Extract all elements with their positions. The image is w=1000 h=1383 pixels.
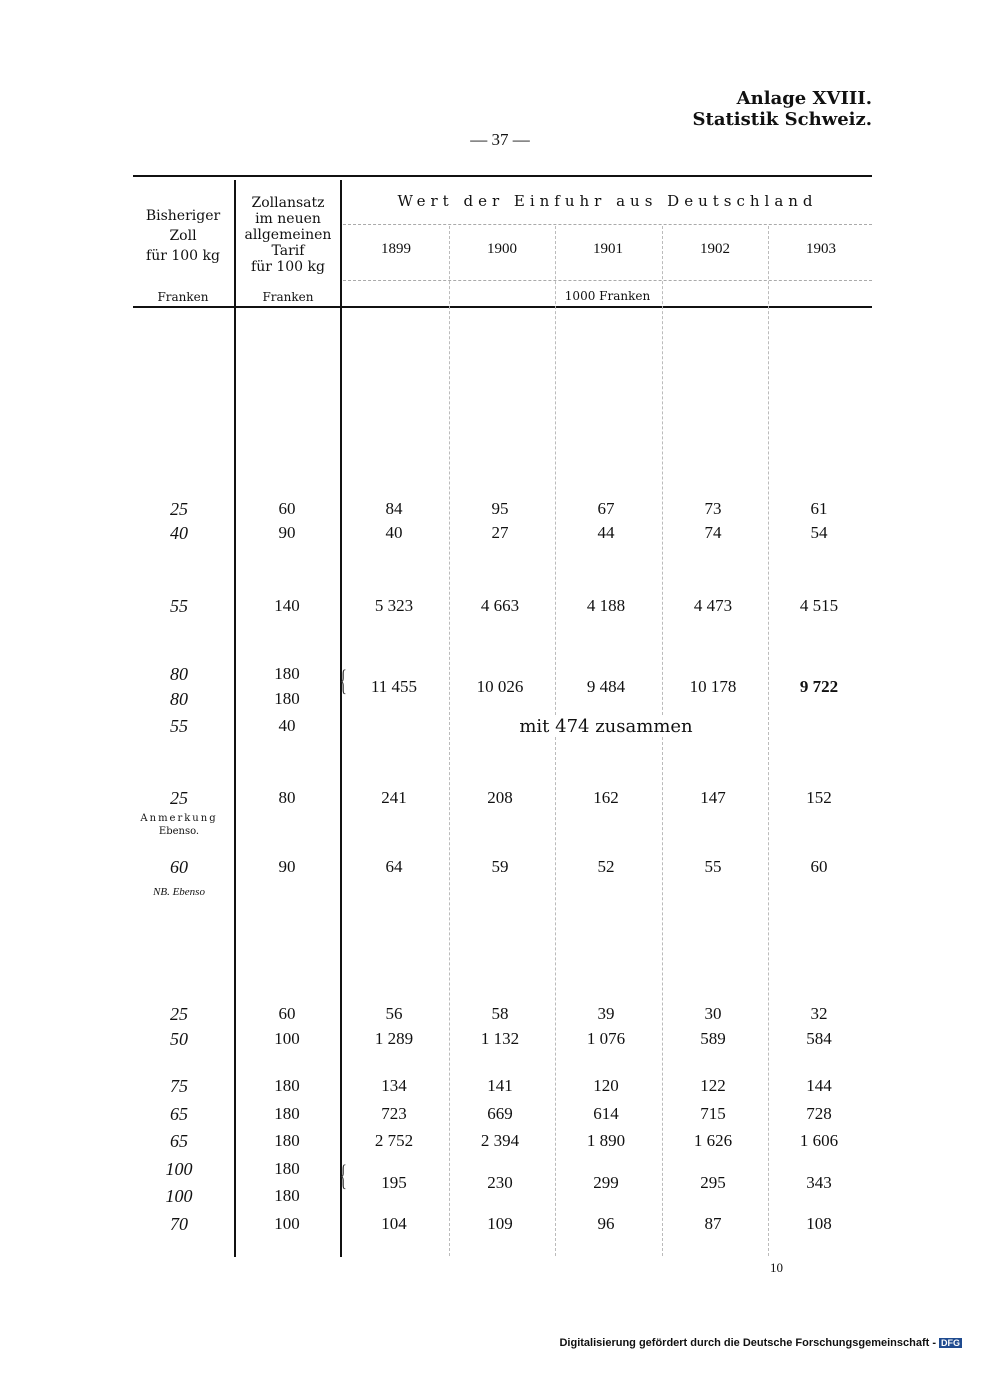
new-duty-cell: 180	[274, 1159, 300, 1178]
footer-text: Digitalisierung gefördert durch die Deutsche Forschungsgemeinschaft -	[559, 1337, 936, 1349]
old-duty-cell: 65	[170, 1131, 188, 1151]
value-cell: 669	[487, 1104, 513, 1123]
value-cell: 1 890	[586, 1131, 626, 1150]
header-import-value: Wert der Einfuhr aus Deutschland	[397, 192, 818, 210]
old-duty-cell: 70	[170, 1214, 188, 1234]
year-header: 1902	[700, 241, 730, 257]
dfg-logo: DFG	[941, 1338, 960, 1348]
value-cell: 27	[491, 523, 509, 542]
old-duty-cell: 40	[170, 523, 188, 543]
table-header-rule	[133, 306, 872, 308]
new-duty-cell: 60	[278, 1004, 296, 1023]
value-cell: 4 473	[693, 596, 733, 615]
value-cell: 728	[806, 1104, 832, 1123]
value-cell: 614	[593, 1104, 619, 1123]
value-cell: 152	[806, 788, 832, 807]
column-divider-2	[340, 180, 342, 1257]
combined-value-cell: 299	[593, 1173, 619, 1192]
old-duty-cell: 55	[170, 596, 188, 616]
old-duty-cell: 100	[165, 1186, 193, 1206]
unit-old-duty: Franken	[157, 290, 209, 304]
old-duty-cell: 60	[170, 857, 188, 877]
old-duty-cell: 25	[170, 499, 188, 519]
value-cell: 1 132	[480, 1029, 520, 1048]
value-cell: 589	[700, 1029, 726, 1048]
value-cell: 61	[810, 499, 828, 518]
annex-title: Anlage XVIII.	[736, 88, 872, 109]
column-divider-1	[234, 180, 236, 1257]
combined-value-cell: 10 178	[689, 677, 737, 696]
combined-value-cell: 230	[487, 1173, 513, 1192]
value-cell: 32	[810, 1004, 828, 1023]
value-cell: 144	[806, 1076, 832, 1095]
value-cell: 2 394	[480, 1131, 520, 1150]
new-duty-cell: 90	[278, 857, 296, 876]
new-duty-cell: 140	[274, 596, 300, 615]
page-number: — 37 —	[470, 130, 530, 149]
sheet-number: 10	[770, 1260, 783, 1275]
combined-value-cell: 11 455	[370, 677, 418, 696]
value-cell: 162	[593, 788, 619, 807]
new-duty-cell: 100	[274, 1214, 300, 1233]
unit-new-duty: Franken	[262, 290, 314, 304]
new-duty-cell: 180	[274, 689, 300, 708]
year-divider	[662, 226, 663, 1256]
value-cell: 584	[806, 1029, 832, 1048]
year-header: 1899	[381, 241, 411, 257]
old-duty-cell: 50	[170, 1029, 188, 1049]
annex-heading	[693, 88, 872, 130]
old-duty-cell: 75	[170, 1076, 188, 1096]
header-old-duty: Bisheriger Zoll für 100 kg	[145, 208, 221, 264]
combined-value-cell: 195	[381, 1173, 407, 1192]
value-cell: 4 188	[586, 596, 626, 615]
value-cell: 67	[597, 499, 615, 518]
value-cell: 109	[487, 1214, 513, 1233]
value-cell: 40	[385, 523, 403, 542]
unit-import-value: 1000 Franken	[564, 289, 651, 303]
value-cell: 723	[381, 1104, 407, 1123]
value-cell: 1 076	[586, 1029, 626, 1048]
value-cell: 208	[487, 788, 513, 807]
new-duty-cell: 180	[274, 1186, 300, 1205]
value-cell: 84	[385, 499, 403, 518]
value-cell: 64	[385, 857, 403, 876]
year-divider	[555, 226, 556, 1256]
value-cell: 4 515	[799, 596, 839, 615]
value-cell: 241	[381, 788, 407, 807]
together-note: mit 474 zusammen	[450, 716, 762, 737]
old-duty-cell: 25	[170, 788, 188, 808]
new-duty-cell: 40	[278, 716, 296, 735]
value-cell: 96	[597, 1214, 615, 1233]
year-header: 1903	[806, 241, 836, 257]
new-duty-cell: 90	[278, 523, 296, 542]
value-cell: 715	[700, 1104, 726, 1123]
new-duty-cell: 180	[274, 1104, 300, 1123]
old-duty-cell: 55	[170, 716, 188, 736]
value-cell: 134	[381, 1076, 407, 1095]
combined-value-cell: 343	[806, 1173, 832, 1192]
value-cell: 2 752	[374, 1131, 414, 1150]
old-duty-cell: 100	[165, 1159, 193, 1179]
value-cell: 120	[593, 1076, 619, 1095]
value-cell: 87	[704, 1214, 722, 1233]
new-duty-cell: 80	[278, 788, 296, 807]
new-duty-cell: 180	[274, 664, 300, 683]
value-cell: 1 606	[799, 1131, 839, 1150]
combined-value-cell: 9 722	[799, 677, 839, 696]
value-cell: 44	[597, 523, 615, 542]
brace: {	[339, 664, 347, 697]
value-cell: 4 663	[480, 596, 520, 615]
value-cell: 141	[487, 1076, 513, 1095]
value-cell: 104	[381, 1214, 407, 1233]
old-duty-cell: 80	[170, 664, 188, 684]
old-duty-cell: 80	[170, 689, 188, 709]
table-top-rule	[133, 175, 872, 177]
value-cell: 1 289	[374, 1029, 414, 1048]
value-cell: 147	[700, 788, 726, 807]
header-new-duty: Zollansatz im neuen allgemeinen Tarif für 100 kg	[244, 195, 332, 275]
value-cell: 108	[806, 1214, 832, 1233]
value-cell: 95	[491, 499, 509, 518]
value-cell: 52	[597, 857, 615, 876]
year-underline	[343, 280, 872, 281]
value-cell: 54	[810, 523, 828, 542]
combined-value-cell: 9 484	[586, 677, 626, 696]
group-underline	[343, 224, 872, 225]
year-header: 1901	[593, 241, 623, 257]
digitization-footer	[559, 1337, 962, 1349]
value-cell: 58	[491, 1004, 509, 1023]
value-cell: 122	[700, 1076, 726, 1095]
note-nb-ebenso: NB. Ebenso	[153, 886, 205, 898]
annex-subtitle: Statistik Schweiz.	[692, 109, 872, 130]
new-duty-cell: 100	[274, 1029, 300, 1048]
year-divider	[768, 226, 769, 1256]
note-anmerkung: Anmerkung Ebenso.	[140, 813, 218, 837]
value-cell: 74	[704, 523, 722, 542]
combined-value-cell: 10 026	[476, 677, 524, 696]
old-duty-cell: 25	[170, 1004, 188, 1024]
value-cell: 60	[810, 857, 828, 876]
new-duty-cell: 60	[278, 499, 296, 518]
value-cell: 1 626	[693, 1131, 733, 1150]
combined-value-cell: 295	[700, 1173, 726, 1192]
value-cell: 73	[704, 499, 722, 518]
value-cell: 55	[704, 857, 722, 876]
old-duty-cell: 65	[170, 1104, 188, 1124]
new-duty-cell: 180	[274, 1076, 300, 1095]
value-cell: 30	[704, 1004, 722, 1023]
value-cell: 56	[385, 1004, 403, 1023]
new-duty-cell: 180	[274, 1131, 300, 1150]
year-header: 1900	[487, 241, 517, 257]
year-divider	[449, 226, 450, 1256]
value-cell: 5 323	[374, 596, 414, 615]
brace: {	[339, 1159, 347, 1192]
value-cell: 39	[597, 1004, 615, 1023]
value-cell: 59	[491, 857, 509, 876]
